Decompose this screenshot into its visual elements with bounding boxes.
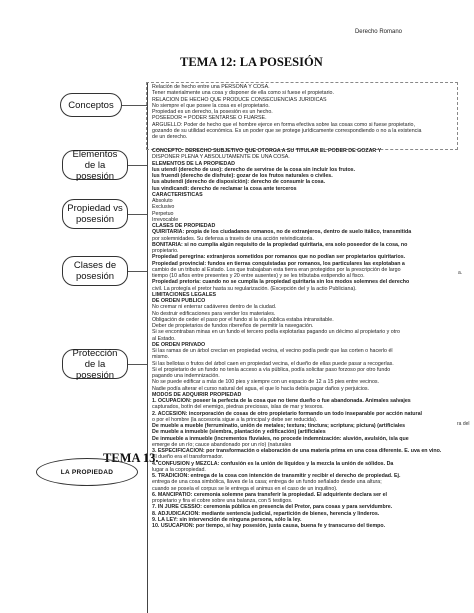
- text-line: DISPONER PLENA Y ABSOLUTAMENTE DE UNA COSA.: [152, 154, 290, 161]
- text-line: civil. La protegía el pretor hasta su regularización. (Excepción del y la actio Publiciana).: [152, 285, 357, 292]
- text-line: No destruir edificaciones para vender los materiales.: [152, 310, 276, 317]
- text-line: El dueño era el transformador.: [152, 454, 224, 461]
- text-line: 8. ADJUDICACIÓN: mediante sentencia judicial, repartición de bienes, herencia y linderos.: [152, 510, 380, 517]
- text-line: de un derecho.: [152, 134, 188, 140]
- text-line: Exclusivo: [152, 204, 175, 211]
- text-line: Si las bellotas o frutos del árbol caen en propiedad vecina, el dueño de ellas puede pasar a recogerlas.: [152, 360, 394, 367]
- text-line: capturados, botín del enemigo, piedras preciosas, islas de mar y tesoros.: [152, 404, 324, 411]
- text-line: 6. MANCIPATIO: ceremonia solemne para transferir la propiedad. El adquiriente declara ser el: [152, 491, 387, 498]
- text-line: Irrevocable: [152, 216, 179, 223]
- text-line: por solemnidades. Su defensa a través de una acción reivindicatoria.: [152, 235, 314, 242]
- text-line: 2. ACCESIÓN: incorporación de cosas de otro propietario formando un todo inseparable por acción natural: [152, 410, 422, 417]
- text-line: POSEEDOR = PODER SENTARSE O FUARSE.: [152, 115, 267, 122]
- text-line: Propiedad es un derecho, la posesión es un hecho.: [152, 109, 273, 115]
- text-line: Absoluto: [152, 198, 173, 204]
- text-line: entrega de una cosa simbólica, llaves de la casa; entrega de un fundo señalado desde una altura;: [152, 479, 382, 486]
- margin-mark: ra del: [457, 421, 470, 427]
- text-line: No se puede edificar a más de 100 pies y siempre con un espacio de 12 a 15 pies entre vecinos.: [152, 379, 380, 386]
- text-line: 3. ESPECIFICACIÓN: por transformación o elaboración de una materia prima en una cosa diferente. E. uva en vino.: [152, 448, 442, 454]
- text-line: CLASES DE PROPIEDAD: [152, 223, 216, 229]
- text-line: CARACTERÍSTICAS: [152, 191, 203, 198]
- text-line: al Estado.: [152, 335, 176, 342]
- bubble-proteccion: Protección de la posesión: [62, 349, 128, 379]
- text-line: mismo.: [152, 354, 170, 361]
- vertical-connector-line: [147, 83, 148, 613]
- text-line: gozando de su utilidad económica. Es un poder que se protege jurídicamente correspondiendo o no a la existencia: [152, 127, 422, 134]
- text-line: No siempre el que posee la cosa es el propietario.: [152, 102, 270, 109]
- text-line: De inmueble a inmueble (incrementos fluviales, no procede indemnización: aluvión, avulsión, isla que: [152, 435, 409, 442]
- bubble-clases: Clases de posesión: [62, 256, 128, 286]
- connector-elementos: [128, 165, 147, 166]
- text-line: Nadie podía alterar el curso natural del agua, el que lo hacía debía pagar daños y perjuicios.: [152, 385, 370, 392]
- text-line: emerge de un río; cauce abandonado por un río) (naturales: [152, 441, 292, 448]
- text-line: Si el propietario de un fundo no tenía acceso a vía pública, podía solicitar paso forzoso por otro fundo: [152, 366, 391, 373]
- text-line: Propiedad provincial: fundos en tierras conquistadas por romanos, los particulares las explotaban a: [152, 260, 405, 267]
- text-line: propietario.: [152, 248, 179, 254]
- text-line: Ius abutendi (derecho de disposición): derecho de consumir la cosa.: [152, 179, 326, 186]
- text-line: 1. OCUPACIÓN: poseer la perfecta de la cosa que no tiene dueño o fue abandonada. Animales salvajes: [152, 398, 411, 404]
- text-line: 4. CONFUSIÓN y MEZCLA: confusión es la unión de líquidos y la mezcla la unión de sólidos. Da: [152, 460, 394, 467]
- text-line: RELACIÓN DE HECHO QUE PRODUCE CONSECUENCIAS JURÍDICAS: [152, 96, 327, 103]
- text-line: DE ORDEN PRIVADO: [152, 341, 206, 348]
- margin-mark: a.: [458, 270, 463, 276]
- text-line: Ius fruendi (derecho de disfrute): gozar de los frutos naturales o civiles.: [152, 173, 333, 179]
- connector-proteccion: [128, 364, 147, 365]
- text-line: Relación de hecho entre una PERSONA Y COSA.: [152, 84, 270, 90]
- text-line: propietario y fira el cobre sobre una balanza, con 5 testigos.: [152, 498, 293, 504]
- text-line: De mueble a inmueble (siembra, plantación y edificación) (artificiales: [152, 429, 326, 436]
- text-line: BONITARIA: si no cumplía algún requisito de la propiedad quiritaria, era solo poseedor de la cosa, no: [152, 241, 408, 248]
- connector-clases: [128, 271, 147, 272]
- text-line: o por el hombre (la accesoria sigue a la principal y debe ser reducida).: [152, 416, 318, 423]
- text-line: 9. LA LEY: sin intervención de ninguna persona, sólo la ley.: [152, 516, 302, 523]
- chapter-title-13: TEMA 13.: [103, 451, 159, 465]
- text-line: Ius vindicandi: derecho de reclamar la cosa ante terceros: [152, 185, 297, 192]
- text-line: 5. TRADICIÓN: entrega de la cosa con intención de transmitir y recibir el derecho de propiedad. Ej.: [152, 473, 401, 479]
- text-line: Obligación de ceder el paso por el fundo si la vía pública estaba intransitable.: [152, 316, 334, 323]
- text-line: DE ORDEN PÚBLICO: [152, 298, 206, 304]
- text-line: LIMITACIONES LEGALES: [152, 291, 217, 298]
- propiedad-text: [152, 148, 452, 529]
- text-line: Propiedad pretoria: cuando no se cumplía la propiedad quiritaria sin los modos solemnes del derecho: [152, 279, 410, 286]
- text-line: Si las ramas de un árbol crecían en propiedad vecina, el vecino podía pedir que las corten o hacerlo él: [152, 348, 393, 354]
- text-line: Tener materialmente una cosa y disponer de ella como si fuese el propietario.: [152, 90, 334, 97]
- text-line: 10. USUCAPIÓN: por tiempo, si hay posesión, justa causa, buena fe y transcurso del tiempo.: [152, 523, 386, 529]
- text-line: De mueble a mueble (ferruminatio, unión de metales; textura; tinctura; scriptura; pictura) (artificiales: [152, 423, 406, 429]
- text-line: CONCEPTO: DERECHO SUBJETIVO QUE OTORGA A SU TITULAR EL PODER DE GOZAR Y: [152, 148, 382, 154]
- conceptos-text: [152, 84, 452, 140]
- connector-propiedad: [128, 214, 147, 215]
- text-line: Si se encontraban minas en un fundo el tercero podía explotarlas pagando un décimo al propietario y otro: [152, 329, 400, 336]
- text-line: ARGÜELLO: Poder de hecho que el hombre ejerce en forma efectiva sobre las cosas como si fuese propietario,: [152, 121, 415, 128]
- text-line: Deber de propietarios de fundos ribereños de permitir la navegación.: [152, 323, 314, 329]
- chapter-title-12: TEMA 12: LA POSESIÓN: [180, 55, 323, 69]
- text-line: No cremar ni enterrar cadáveres dentro de la ciudad.: [152, 304, 277, 311]
- text-line: Perpetuo: [152, 210, 174, 217]
- connector-conceptos: [122, 105, 147, 106]
- text-line: QUIRITARIA: propia de los ciudadanos romanos, no de extranjeros, dentro de suelo itálico, transmitida: [152, 229, 412, 236]
- running-header: Derecho Romano: [354, 29, 402, 35]
- text-line: cambio de un tributo al Estado. Los que trabajaban esta tierra eran protegidos por la prescripción de largo: [152, 266, 401, 273]
- bubble-conceptos: Conceptos: [60, 93, 122, 117]
- text-line: tiempo (10 años entre presentes y 20 entre ausentes) y se les tributaba estipendio al fisco.: [152, 273, 365, 279]
- text-line: lugar a la copropiedad.: [152, 466, 206, 473]
- bubble-propiedad-vs-posesion: Propiedad vs posesión: [62, 199, 128, 229]
- text-line: pagando una indemnización.: [152, 373, 220, 379]
- text-line: Propiedad peregrina: extranjeros sometidos por romanos que no podían ser propietarios quiritarios.: [152, 254, 406, 261]
- text-line: Ius utendi (derecho de uso): derecho de servirse de la cosa sin incluir los frutos.: [152, 166, 356, 173]
- bubble-la-propiedad: LA PROPIEDAD: [36, 458, 138, 486]
- text-line: MODOS DE ADQUIRIR PROPIEDAD: [152, 391, 242, 398]
- bubble-elementos: Elementos de la posesión: [62, 150, 128, 180]
- text-line: 7. IN JURE CESSIO: ceremonia pública en presencia del Pretor, para cosas y para servidumbre.: [152, 504, 393, 511]
- text-line: ELEMENTOS DE LA PROPIEDAD: [152, 160, 235, 167]
- text-line: cuando se poseía el corpus se le entrega el animus en el caso de un inquilino).: [152, 485, 338, 492]
